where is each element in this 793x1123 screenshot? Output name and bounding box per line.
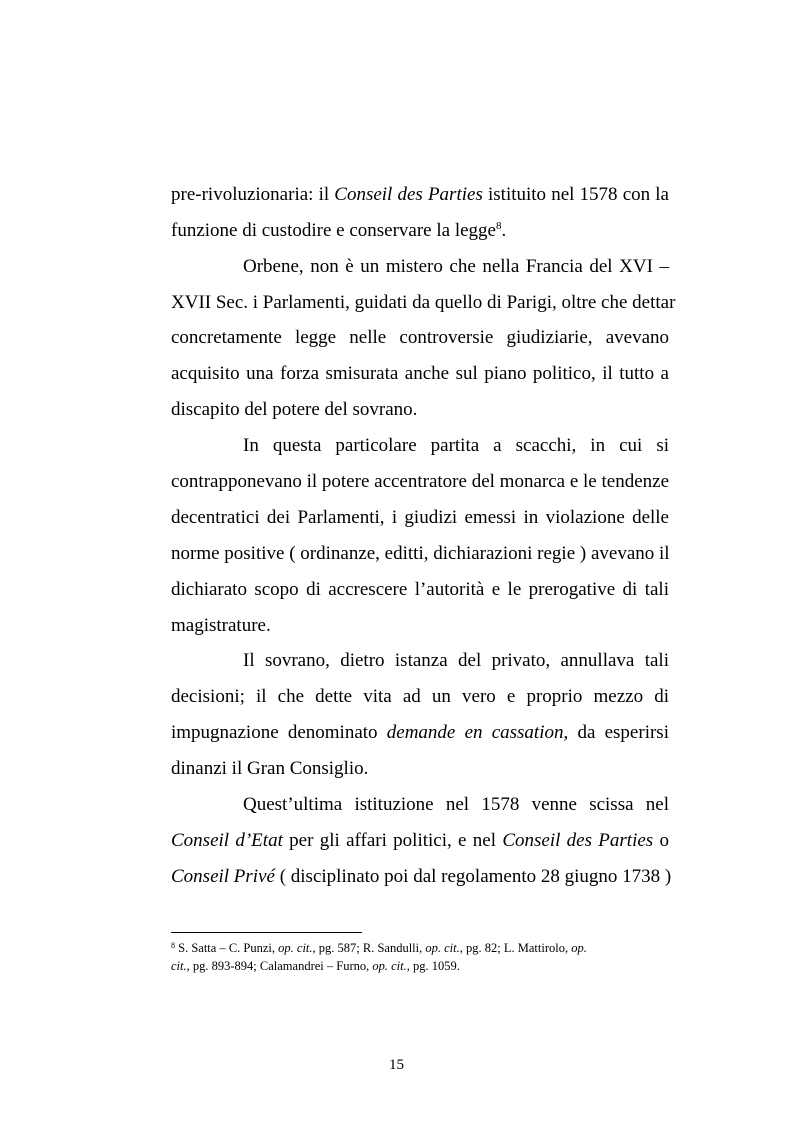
text-run: funzione di custodire e conservare la legge [171,220,496,241]
text-run: acquisito una forza smisurata anche sul piano politico, il tutto a [171,363,669,384]
body-line [171,864,672,890]
footnote-line [171,957,691,975]
body-line [171,720,669,746]
text-run: decentratici dei Parlamenti, i giudizi emessi in violazione delle [171,507,669,528]
body-line [171,433,669,459]
text-run: da esperirsi [568,722,669,743]
body-line [171,290,676,316]
footnote-ref: 8 [171,941,175,950]
text-run: , pg. 893-894; Calamandrei – Furno, [186,959,373,973]
text-run: impugnazione denominato [171,722,387,743]
text-run: norme positive ( ordinanze, editti, dichiarazioni regie ) avevano il [171,543,670,564]
body-line [171,577,669,603]
text-run: istituito nel 1578 con la [482,184,669,205]
italic-text: Conseil d’Etat [171,830,283,851]
text-run: per gli affari politici, e nel [282,830,503,851]
body-line [171,792,669,818]
text-run: Orbene, non è un mistero che nella Francia del XVI – [243,256,669,277]
text-run: dichiarato scopo di accrescere l’autorità e le prerogative di tali [171,579,669,600]
italic-text: cit. [171,959,187,973]
italic-text: Conseil Privé [171,866,275,887]
text-run: decisioni; il che dette vita ad un vero e proprio mezzo di [171,686,669,707]
text-run: discapito del potere del sovrano. [171,399,418,420]
text-run: Quest’ultima istituzione nel 1578 venne scissa nel [243,794,669,815]
text-run: dinanzi il Gran Consiglio. [171,758,369,779]
text-run: , pg. 1059. [406,959,460,973]
italic-text: Conseil des Parties [334,184,483,205]
italic-text: op. cit. [372,959,407,973]
body-line [171,828,669,854]
text-run: concretamente legge nelle controversie giudiziarie, avevano [171,327,669,348]
text-run: , pg. 587; R. Sandulli, [312,941,426,955]
body-line [171,648,669,674]
italic-text: op. [571,941,587,955]
text-run: XVII Sec. i Parlamenti, guidati da quello di Parigi, oltre che dettar [171,292,676,313]
body-line [171,397,669,423]
body-line [171,505,669,531]
footnote-line [171,939,691,957]
text-run: S. Satta – C. Punzi, [175,941,279,955]
italic-text: op. cit. [425,941,460,955]
body-line [171,218,669,244]
text-run: pre-rivoluzionaria: il [171,184,335,205]
text-run: magistrature. [171,615,271,636]
footnote-separator [171,932,362,933]
body-line [171,756,669,782]
text-run: Il sovrano, dietro istanza del privato, annullava tali [243,650,669,671]
italic-text: Conseil des Parties [502,830,654,851]
body-line [171,325,669,351]
italic-text: demande en cassation, [386,722,569,743]
body-line [171,541,669,567]
page-number: 15 [389,1057,404,1073]
body-line [171,254,669,280]
text-run: . [501,220,507,241]
text-run: o [653,830,669,851]
body-line [171,684,669,710]
text-run: , pg. 82; L. Mattirolo, [459,941,572,955]
text-run: contrapponevano il potere accentratore del monarca e le tendenze [171,471,669,492]
text-run: ( disciplinato poi dal regolamento 28 giugno 1738 ) [274,866,672,887]
body-line [171,182,669,208]
italic-text: op. cit. [278,941,313,955]
footnote-ref: 8 [495,220,502,232]
text-run: In questa particolare partita a scacchi, in cui si [243,435,669,456]
body-line [171,361,669,387]
body-line [171,613,669,639]
body-line [171,469,669,495]
